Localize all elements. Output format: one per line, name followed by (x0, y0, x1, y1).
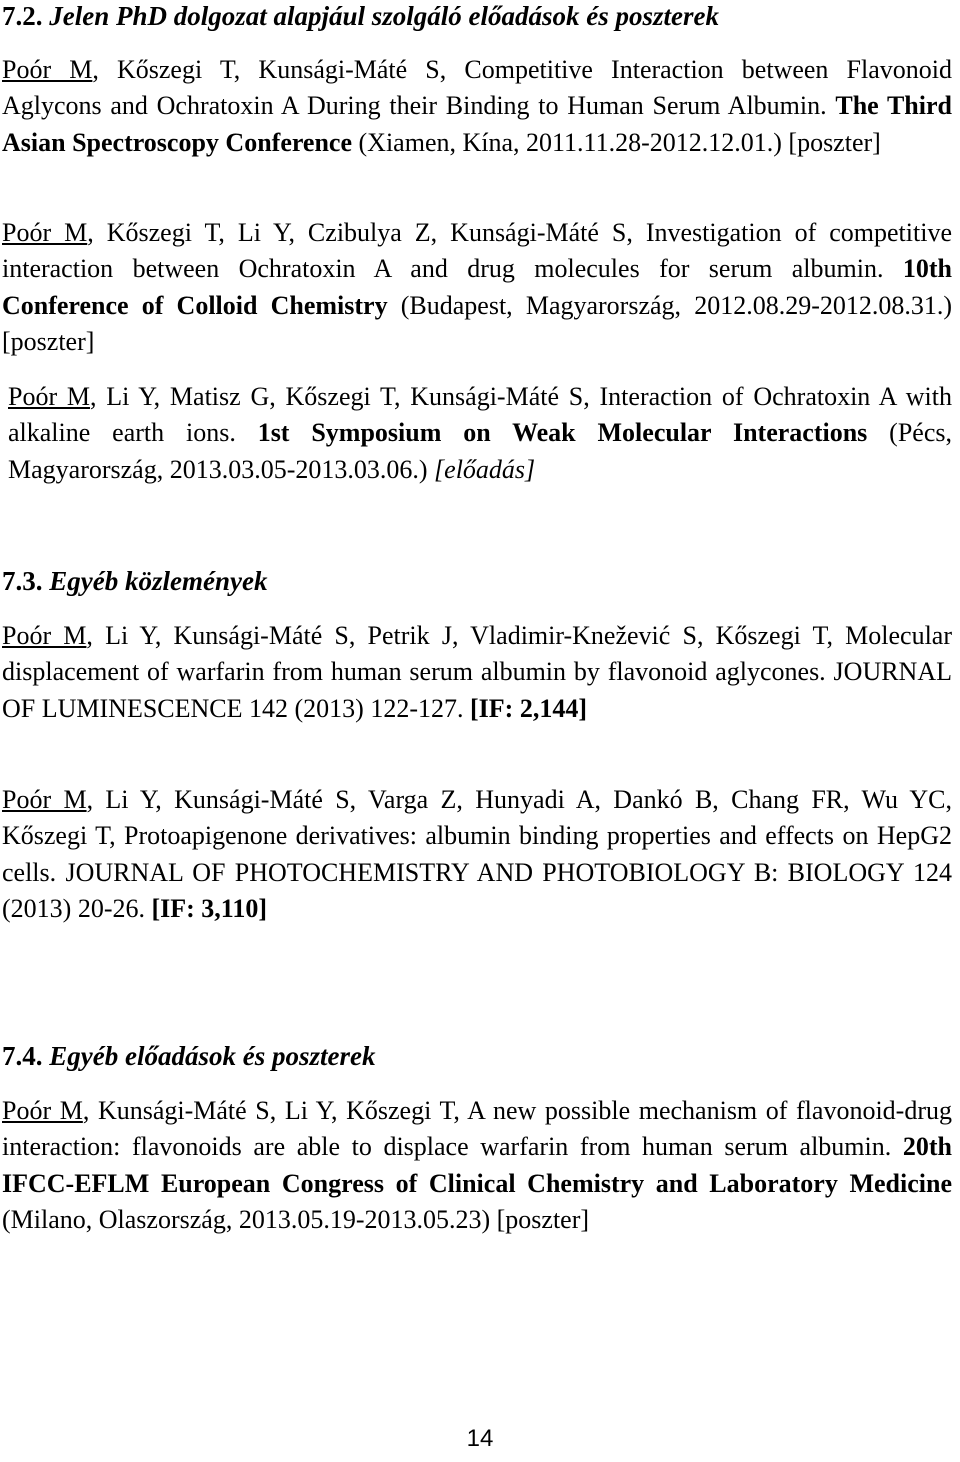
main-author: Poór M (2, 785, 87, 814)
co-authors: , Kőszegi T, Li Y, Czibulya Z, Kunsági-Máté S, (87, 218, 646, 247)
conference-name: 1st Symposium on Weak Molecular Interactions (257, 418, 868, 448)
section-number: 7.4. (2, 1041, 43, 1071)
entry-title: Competitive Interaction between Flavonoid Aglycons and Ochratoxin A During their Binding to Human Serum Albumin. (2, 55, 952, 121)
entry-title: Investigation of competitive interaction between Ochratoxin A and drug molecules for serum albumin. (2, 218, 952, 284)
conference-name: 10th Conference of Colloid Chemistry (2, 254, 952, 320)
co-authors: , Kunsági-Máté S, Li Y, Kőszegi T, (82, 1096, 468, 1125)
conference-details: (Xiamen, Kína, 2011.11.28-2012.12.01.) (352, 127, 789, 157)
entry-type: [poszter] (788, 127, 881, 157)
journal-reference: JOURNAL OF LUMINESCENCE 142 (2013) 122-127. (2, 657, 952, 723)
section-heading-7-3 (2, 565, 267, 597)
entry-type: [poszter] (2, 327, 95, 357)
publication-entry (2, 52, 952, 161)
entry-title: A new possible mechanism of flavonoid-drug interaction: flavonoids are able to displace warfarin from human serum albumin. (2, 1096, 952, 1162)
journal-reference: JOURNAL OF PHOTOCHEMISTRY AND PHOTOBIOLOGY B: BIOLOGY 124 (2013) 20-26. (2, 857, 952, 924)
publication-entry (2, 618, 952, 727)
entry-title: Molecular displacement of warfarin from human serum albumin by flavonoid aglycones. (2, 621, 952, 687)
publication-entry (2, 215, 952, 361)
conference-name: The Third Asian Spectroscopy Conference (2, 91, 952, 157)
entry-title: Protoapigenone derivatives: albumin binding properties and effects on HepG2 cells. (2, 821, 952, 887)
impact-factor: [IF: 2,144] (470, 693, 587, 723)
conference-name: 20th IFCC-EFLM European Congress of Clinical Chemistry and Laboratory Medicine (2, 1132, 952, 1198)
publication-entry (2, 782, 952, 928)
section-number: 7.2. (2, 1, 43, 31)
section-heading-7-2 (2, 0, 719, 32)
co-authors: , Li Y, Kunsági-Máté S, Varga Z, Hunyadi A, Dankó B, Chang FR, Wu YC, Kőszegi T, (2, 785, 952, 851)
main-author: Poór M (2, 621, 87, 650)
publication-entry (2, 1093, 952, 1239)
co-authors: , Kőszegi T, Kunsági-Máté S, (92, 55, 465, 84)
section-heading-7-4 (2, 1040, 375, 1072)
main-author: Poór M (8, 382, 91, 411)
main-author: Poór M (2, 218, 88, 247)
section-title: Jelen PhD dolgozat alapjául szolgáló előadások és poszterek (49, 1, 720, 31)
co-authors: , Li Y, Kunsági-Máté S, Petrik J, Vladimir-Knežević S, Kőszegi T, (86, 621, 846, 650)
publication-entry (8, 379, 952, 488)
section-number: 7.3. (2, 566, 43, 596)
page-number: 14 (466, 1425, 494, 1452)
impact-factor: [IF: 3,110] (151, 894, 268, 924)
section-title: Egyéb előadások és poszterek (49, 1041, 376, 1071)
entry-type: [poszter] (496, 1205, 590, 1235)
main-author: Poór M (2, 55, 93, 84)
conference-details: (Milano, Olaszország, 2013.05.19-2013.05.23) (2, 1205, 497, 1235)
co-authors: , Li Y, Matisz G, Kőszegi T, Kunsági-Máté S, (90, 382, 600, 411)
section-title: Egyéb közlemények (49, 566, 268, 596)
main-author: Poór M (2, 1096, 83, 1125)
conference-details: (Pécs, Magyarország, 2013.03.05-2013.03.06.) (8, 418, 952, 484)
entry-type: [előadás] (434, 454, 536, 484)
entry-title: Interaction of Ochratoxin A with alkaline earth ions. (8, 382, 952, 448)
conference-details: (Budapest, Magyarország, 2012.08.29-2012.08.31.) (387, 290, 953, 320)
